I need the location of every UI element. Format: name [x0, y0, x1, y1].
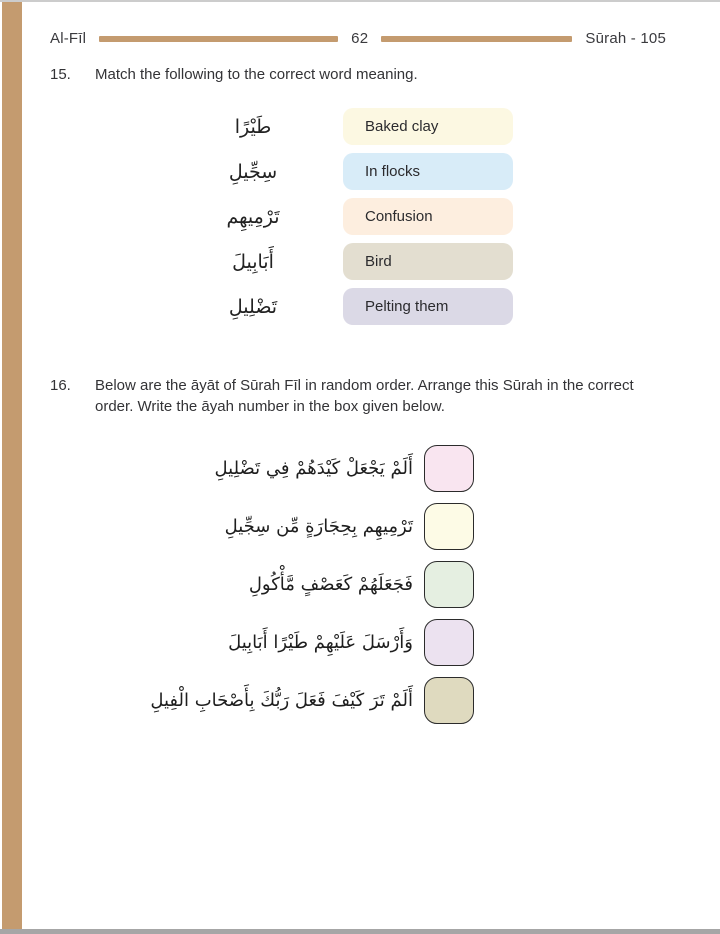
match-answer-label: Pelting them: [365, 298, 449, 315]
match-row: [163, 243, 513, 280]
ayah-number-box[interactable]: [424, 445, 474, 492]
ayah-text: فَجَعَلَهُمْ كَعَصْفٍ مَّأْكُولِ: [248, 574, 413, 595]
arrange-row: [120, 677, 474, 724]
ayah-number-box[interactable]: [424, 619, 474, 666]
match-arabic-word: سِجِّيلِ: [228, 160, 278, 183]
match-exercise: [163, 108, 513, 333]
page-number: 62: [351, 30, 369, 47]
match-answer-pill[interactable]: [343, 288, 513, 325]
header-rule-left: [99, 36, 338, 42]
match-arabic-word: تَضْلِيلِ: [228, 295, 278, 318]
match-row: [163, 198, 513, 235]
match-answer-label: Bird: [365, 253, 392, 270]
page-header: [50, 30, 666, 47]
arrange-row: [120, 561, 474, 608]
match-answer-label: In flocks: [365, 163, 421, 180]
match-answer-pill[interactable]: [343, 153, 513, 190]
match-arabic-word: طَيْرًا: [234, 115, 272, 138]
match-answer-label: Baked clay: [365, 118, 439, 135]
arrange-exercise: [120, 445, 474, 735]
ayah-text: تَرْمِيهِم بِحِجَارَةٍ مِّن سِجِّيلِ: [224, 516, 413, 537]
ayah-text: أَلَمْ يَجْعَلْ كَيْدَهُمْ فِي تَضْلِيلِ: [214, 458, 413, 479]
page-bottom-edge: [0, 929, 720, 934]
question-16: [50, 375, 643, 418]
match-answer-pill[interactable]: [343, 243, 513, 280]
arrange-row: [120, 445, 474, 492]
arrange-row: [120, 503, 474, 550]
page-accent-strip: [2, 2, 22, 929]
match-answer-pill[interactable]: [343, 108, 513, 145]
match-arabic-word: تَرْمِيهِم: [226, 205, 280, 228]
ayah-number-box[interactable]: [424, 677, 474, 724]
match-answer-label: Confusion: [365, 208, 433, 225]
question-16-text: Below are the āyāt of Sūrah Fīl in random order. Arrange this Sūrah in the correct order. Write the āyah number in the box given below.: [95, 377, 634, 416]
question-15-text: Match the following to the correct word meaning.: [95, 66, 418, 83]
match-row: [163, 153, 513, 190]
ayah-text: أَلَمْ تَرَ كَيْفَ فَعَلَ رَبُّكَ بِأَصْحَابِ الْفِيلِ: [150, 690, 413, 711]
ayah-number-box[interactable]: [424, 561, 474, 608]
ayah-number-box[interactable]: [424, 503, 474, 550]
page-top-edge: [0, 0, 720, 2]
surah-number-label: Sūrah - 105: [585, 30, 666, 47]
match-arabic-word: أَبَابِيلَ: [232, 250, 274, 273]
header-rule-right: [381, 36, 572, 42]
arrange-row: [120, 619, 474, 666]
ayah-text: وَأَرْسَلَ عَلَيْهِمْ طَيْرًا أَبَابِيلَ: [228, 632, 413, 653]
question-15: [50, 64, 418, 85]
match-answer-pill[interactable]: [343, 198, 513, 235]
match-row: [163, 288, 513, 325]
question-16-number: 16.: [50, 377, 71, 394]
match-row: [163, 108, 513, 145]
question-15-number: 15.: [50, 66, 71, 83]
surah-name-label: Al-Fīl: [50, 30, 87, 47]
